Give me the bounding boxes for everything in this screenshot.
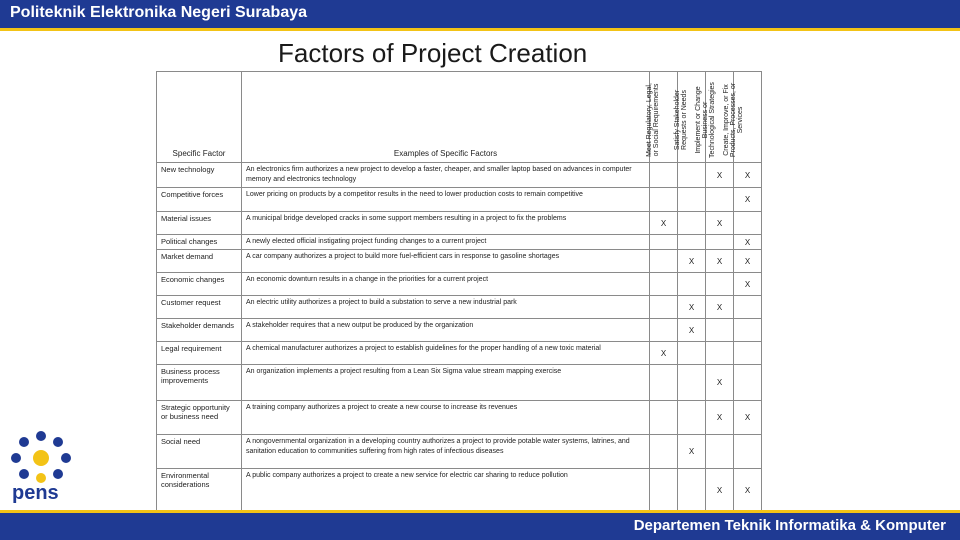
table-row <box>157 235 762 250</box>
mark-cell <box>734 296 762 319</box>
mark-cell <box>706 235 734 250</box>
mark-cell: X <box>706 163 734 188</box>
example-cell: Lower pricing on products by a competitor results in the need to lower production costs to remain competitive <box>242 188 650 212</box>
mark-cell <box>650 365 678 401</box>
example-cell: A chemical manufacturer authorizes a project to establish guidelines for the proper handling of a new toxic material <box>242 342 650 365</box>
mark-cell: X <box>678 250 706 273</box>
mark-cell: X <box>650 212 678 235</box>
mark-cell: X <box>678 296 706 319</box>
example-cell: A nongovernmental organization in a developing country authorizes a project to provide potable water systems, latrines, and sanitation education to communities suffering from high rates of infectious diseases <box>242 435 650 469</box>
mark-cell <box>678 469 706 512</box>
example-cell: An economic downturn results in a change in the priorities for a current project <box>242 273 650 296</box>
mark-cell: X <box>706 365 734 401</box>
header-examples: Examples of Specific Factors <box>242 72 650 163</box>
example-cell: A car company authorizes a project to build more fuel-efficient cars in response to gasoline shortages <box>242 250 650 273</box>
mark-cell <box>678 163 706 188</box>
factor-cell: Stakeholder demands <box>157 319 242 342</box>
header-satisfy-stakeholder-label: Satisfy Stakeholder Requests or Needs <box>674 89 688 151</box>
mark-cell: X <box>706 296 734 319</box>
mark-cell <box>678 188 706 212</box>
mark-cell <box>734 365 762 401</box>
example-cell: An organization implements a project resulting from a Lean Six Sigma value stream mapping exercise <box>242 365 650 401</box>
mark-cell: X <box>706 401 734 435</box>
factor-cell: Competitive forces <box>157 188 242 212</box>
mark-cell: X <box>734 273 762 296</box>
header-divider <box>0 28 960 31</box>
mark-cell <box>734 342 762 365</box>
mark-cell <box>650 296 678 319</box>
mark-cell: X <box>734 469 762 512</box>
mark-cell <box>650 435 678 469</box>
factor-cell: Environmental considerations <box>157 469 242 512</box>
example-cell: A newly elected official instigating project funding changes to a current project <box>242 235 650 250</box>
example-cell: A public company authorizes a project to create a new service for electric car sharing to reduce pollution <box>242 469 650 512</box>
mark-cell <box>706 319 734 342</box>
mark-cell <box>706 188 734 212</box>
table-row <box>157 319 762 342</box>
factor-cell: Strategic opportunity or business need <box>157 401 242 435</box>
institution-name: Politeknik Elektronika Negeri Surabaya <box>10 4 308 21</box>
table-row <box>157 435 762 469</box>
header-create-improve-label: Create, Improve, or Fix Products, Processes, or Services <box>723 82 744 158</box>
table-row <box>157 273 762 296</box>
header-meet-requirements-label: Meet Regulatory, Legal, or Social Requirements <box>646 83 660 157</box>
header-implement-strategy-label: Implement or Change Business or Technological Strategies <box>695 82 716 158</box>
mark-cell: X <box>734 163 762 188</box>
mark-cell: X <box>734 188 762 212</box>
factor-cell: Material issues <box>157 212 242 235</box>
table-row <box>157 250 762 273</box>
header-bar <box>0 0 960 28</box>
mark-cell <box>650 469 678 512</box>
mark-cell <box>678 342 706 365</box>
header-specific-factor: Specific Factor <box>157 72 242 163</box>
table-row <box>157 188 762 212</box>
mark-cell: X <box>706 469 734 512</box>
pens-logo-icon <box>6 430 76 486</box>
example-cell: A municipal bridge developed cracks in some support members resulting in a project to fix the problems <box>242 212 650 235</box>
mark-cell: X <box>706 250 734 273</box>
example-cell: A stakeholder requires that a new output be produced by the organization <box>242 319 650 342</box>
mark-cell <box>678 273 706 296</box>
factor-cell: Business process improvements <box>157 365 242 401</box>
example-cell: A training company authorizes a project to create a new course to increase its revenues <box>242 401 650 435</box>
mark-cell: X <box>734 235 762 250</box>
mark-cell: X <box>650 342 678 365</box>
mark-cell: X <box>734 250 762 273</box>
header-create-improve <box>723 72 762 163</box>
factor-cell: Political changes <box>157 235 242 250</box>
table-row <box>157 401 762 435</box>
table-row <box>157 296 762 319</box>
mark-cell: X <box>678 319 706 342</box>
mark-cell <box>678 401 706 435</box>
mark-cell: X <box>678 435 706 469</box>
mark-cell <box>650 273 678 296</box>
mark-cell <box>678 365 706 401</box>
table-row <box>157 365 762 401</box>
example-cell: An electronics firm authorizes a new project to develop a faster, cheaper, and smaller laptop based on advances in computer memory and electronics technology <box>242 163 650 188</box>
factor-cell: Market demand <box>157 250 242 273</box>
mark-cell: X <box>706 212 734 235</box>
department-name: Departemen Teknik Informatika & Komputer <box>633 517 946 534</box>
mark-cell <box>650 235 678 250</box>
mark-cell <box>650 163 678 188</box>
factor-cell: Customer request <box>157 296 242 319</box>
factors-table <box>156 71 762 512</box>
mark-cell <box>650 319 678 342</box>
mark-cell <box>650 250 678 273</box>
mark-cell <box>650 188 678 212</box>
mark-cell <box>706 273 734 296</box>
footer-bar <box>0 513 960 540</box>
factor-cell: Social need <box>157 435 242 469</box>
example-cell: An electric utility authorizes a project to build a substation to serve a new industrial park <box>242 296 650 319</box>
mark-cell <box>734 435 762 469</box>
table-row <box>157 469 762 512</box>
mark-cell: X <box>734 401 762 435</box>
mark-cell <box>650 401 678 435</box>
mark-cell <box>734 319 762 342</box>
mark-cell <box>734 212 762 235</box>
mark-cell <box>706 435 734 469</box>
factor-cell: Legal requirement <box>157 342 242 365</box>
table-row <box>157 163 762 188</box>
mark-cell <box>678 212 706 235</box>
mark-cell <box>678 235 706 250</box>
table-row <box>157 342 762 365</box>
mark-cell <box>706 342 734 365</box>
slide-title: Factors of Project Creation <box>278 38 588 68</box>
factor-cell: New technology <box>157 163 242 188</box>
table-row <box>157 212 762 235</box>
factor-cell: Economic changes <box>157 273 242 296</box>
pens-logo-text: pens <box>12 482 59 504</box>
